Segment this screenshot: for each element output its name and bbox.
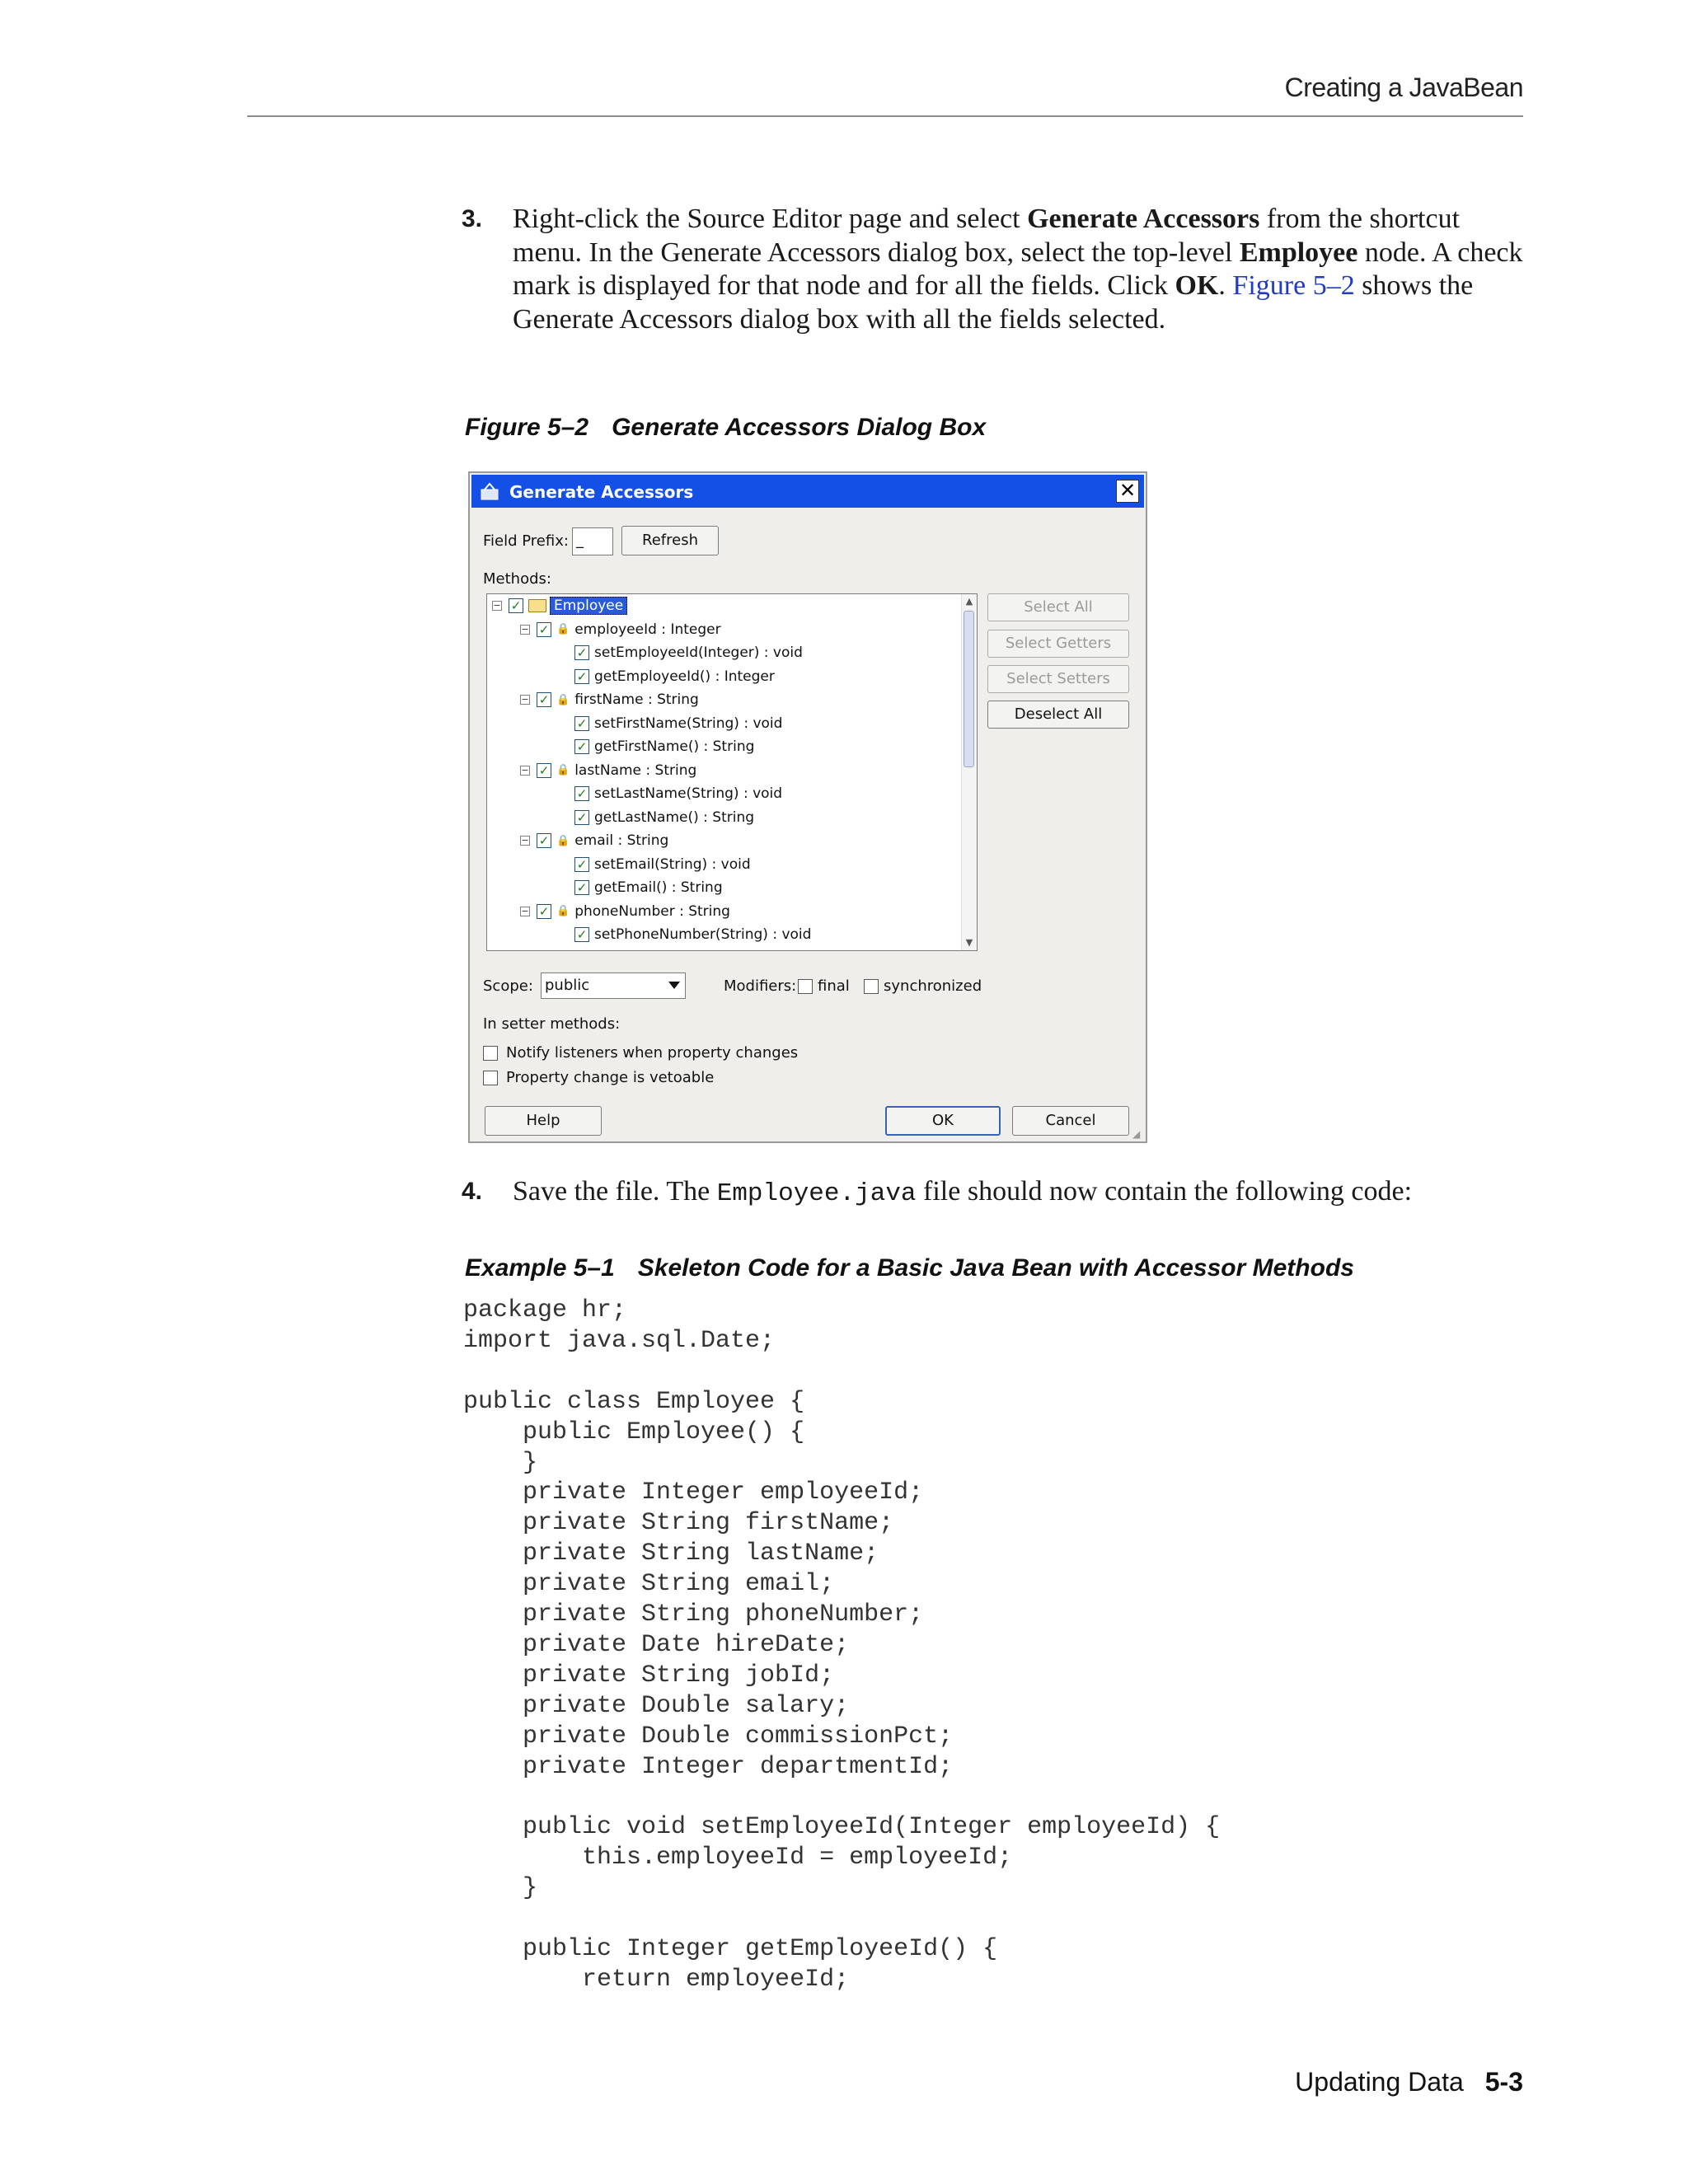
lock-icon: 🔒 xyxy=(556,693,570,706)
code-line: this.employeeId = employeeId; xyxy=(463,1844,1013,1872)
select-setters-button[interactable]: Select Setters xyxy=(987,665,1129,693)
resize-grip-icon[interactable]: ◢ xyxy=(1132,1128,1141,1140)
tree-node-label: setEmail(String) : void xyxy=(594,855,751,873)
tree-node-label: setFirstName(String) : void xyxy=(594,715,783,732)
modifiers-label: Modifiers: xyxy=(724,977,797,995)
checkbox-checked-icon[interactable]: ✓ xyxy=(537,904,551,919)
step-4-text xyxy=(513,1175,1535,1212)
tree-node-field[interactable] xyxy=(520,900,730,923)
vetoable-checkbox[interactable] xyxy=(483,1071,498,1085)
step-number: 3. xyxy=(462,205,483,232)
tree-node-method[interactable] xyxy=(574,665,775,688)
code-line: private Double salary; xyxy=(463,1691,850,1720)
code-block xyxy=(463,1296,1220,1995)
tree-scrollbar[interactable] xyxy=(961,594,977,950)
checkbox-checked-icon[interactable]: ✓ xyxy=(537,833,551,848)
scrollbar-thumb[interactable] xyxy=(964,611,974,767)
tree-node-label: getEmployeeId() : Integer xyxy=(594,668,775,685)
collapse-icon[interactable]: − xyxy=(521,905,529,916)
example-label: Example 5–1 xyxy=(465,1254,615,1282)
step-3-text xyxy=(513,203,1535,336)
collapse-icon[interactable]: − xyxy=(521,623,529,635)
field-prefix-label: Field Prefix: xyxy=(483,532,569,550)
app-icon xyxy=(480,481,501,501)
notify-label: Notify listeners when property changes xyxy=(506,1044,799,1062)
checkbox-checked-icon[interactable]: ✓ xyxy=(574,669,589,684)
scope-value: public xyxy=(545,977,590,994)
text-run: . xyxy=(1218,270,1233,301)
bold-term: Employee xyxy=(1239,237,1358,268)
page-footer xyxy=(1295,2067,1523,2097)
dialog-title: Generate Accessors xyxy=(509,482,694,502)
chevron-down-icon xyxy=(668,982,680,989)
collapse-icon[interactable]: − xyxy=(493,600,501,611)
tree-node-label: Employee xyxy=(550,597,627,615)
checkbox-checked-icon[interactable]: ✓ xyxy=(537,692,551,707)
dialog-title-bar xyxy=(471,475,1144,508)
tree-node-label: getFirstName() : String xyxy=(594,738,755,755)
checkbox-checked-icon[interactable]: ✓ xyxy=(574,880,589,895)
tree-node-label: getEmail() : String xyxy=(594,879,723,896)
text-run: node. A check mark is displayed for that node and for all the fields. Click xyxy=(513,237,1523,301)
footer-section: Updating Data xyxy=(1295,2067,1464,2097)
refresh-button[interactable]: Refresh xyxy=(621,526,719,555)
checkbox-checked-icon[interactable]: ✓ xyxy=(574,645,589,660)
code-line: private String lastName; xyxy=(463,1540,879,1568)
checkbox-checked-icon[interactable]: ✓ xyxy=(574,739,589,754)
tree-node-method[interactable] xyxy=(574,641,803,664)
checkbox-checked-icon[interactable]: ✓ xyxy=(574,810,589,825)
deselect-all-button[interactable]: Deselect All xyxy=(987,701,1129,729)
text-run: from the shortcut menu. In the Generate Accessors dialog box, select the top-level xyxy=(513,204,1461,268)
tree-node-method[interactable] xyxy=(574,782,782,805)
page-number: 5-3 xyxy=(1484,2067,1523,2097)
code-line: return employeeId; xyxy=(463,1965,850,1994)
figure-label: Figure 5–2 xyxy=(465,414,589,441)
final-checkbox[interactable] xyxy=(798,979,813,994)
tree-node-label: email : String xyxy=(574,832,669,849)
vetoable-label: Property change is vetoable xyxy=(506,1069,715,1086)
figure-link[interactable]: Figure 5–2 xyxy=(1232,270,1355,301)
notify-checkbox[interactable] xyxy=(483,1046,498,1061)
field-prefix-input[interactable]: _ xyxy=(572,527,613,555)
ok-button[interactable]: OK xyxy=(885,1106,1001,1136)
tree-node-employee[interactable] xyxy=(492,594,627,617)
code-line: private String email; xyxy=(463,1570,835,1599)
synchronized-checkbox[interactable] xyxy=(864,979,879,994)
step-4 xyxy=(463,1175,1535,1212)
scroll-up-icon[interactable]: ▲ xyxy=(965,596,973,607)
inline-code: Employee.java xyxy=(716,1179,917,1208)
collapse-icon[interactable]: − xyxy=(521,694,529,705)
code-line: private String jobId; xyxy=(463,1661,835,1690)
code-line: private Double commissionPct; xyxy=(463,1722,954,1750)
figure-title: Generate Accessors Dialog Box xyxy=(612,414,987,441)
tree-node-method[interactable] xyxy=(574,853,751,876)
figure-caption xyxy=(465,414,986,442)
synchronized-label: synchronized xyxy=(884,977,982,995)
tree-node-method[interactable] xyxy=(574,923,811,946)
tree-node-label: setLastName(String) : void xyxy=(594,785,783,802)
bold-term: OK xyxy=(1175,270,1219,301)
tree-node-label: setPhoneNumber(String) : void xyxy=(594,926,812,943)
lock-icon: 🔒 xyxy=(556,764,570,776)
methods-label: Methods: xyxy=(483,570,551,588)
tree-node-field[interactable] xyxy=(520,688,699,711)
checkbox-checked-icon[interactable]: ✓ xyxy=(537,763,551,778)
code-line: private Integer departmentId; xyxy=(463,1752,954,1781)
checkbox-checked-icon[interactable]: ✓ xyxy=(574,716,589,731)
checkbox-checked-icon[interactable]: ✓ xyxy=(509,598,523,613)
text-run: Right-click the Source Editor page and select xyxy=(513,204,1028,234)
select-all-button[interactable]: Select All xyxy=(987,593,1129,621)
cancel-button[interactable]: Cancel xyxy=(1012,1106,1129,1136)
bold-term: Generate Accessors xyxy=(1027,204,1260,234)
step-number: 4. xyxy=(462,1178,483,1205)
class-icon xyxy=(528,599,546,612)
header-rule xyxy=(247,115,1523,117)
select-getters-button[interactable]: Select Getters xyxy=(987,630,1129,658)
lock-icon: 🔒 xyxy=(556,905,570,917)
code-line: private String firstName; xyxy=(463,1509,894,1538)
code-line: public Integer getEmployeeId() { xyxy=(463,1935,998,1964)
scroll-down-icon[interactable]: ▼ xyxy=(965,937,973,948)
text-run: file should now contain the following code: xyxy=(916,1176,1413,1207)
setter-section-label: In setter methods: xyxy=(483,1015,621,1033)
lock-icon: 🔒 xyxy=(556,834,570,847)
final-label: final xyxy=(818,977,850,995)
collapse-icon[interactable]: − xyxy=(521,835,529,846)
tree-node-method[interactable] xyxy=(574,806,754,829)
tree-node-method[interactable] xyxy=(574,735,754,758)
code-line: private Date hireDate; xyxy=(463,1630,850,1659)
code-line: import java.sql.Date; xyxy=(463,1326,776,1355)
scope-select[interactable] xyxy=(541,972,686,999)
tree-node-label: lastName : String xyxy=(574,762,697,779)
code-line: public class Employee { xyxy=(463,1387,805,1416)
checkbox-checked-icon[interactable]: ✓ xyxy=(537,622,551,637)
collapse-icon[interactable]: − xyxy=(521,764,529,776)
step-3 xyxy=(463,203,1535,336)
code-line: public void setEmployeeId(Integer employeeId) { xyxy=(463,1813,1221,1842)
checkbox-checked-icon[interactable]: ✓ xyxy=(574,786,589,801)
code-line: package hr; xyxy=(463,1296,627,1324)
tree-node-label: phoneNumber : String xyxy=(574,902,730,920)
close-icon[interactable]: ✕ xyxy=(1116,480,1139,503)
code-line: } xyxy=(463,1874,538,1903)
scope-label: Scope: xyxy=(483,977,533,995)
code-line: } xyxy=(463,1448,538,1477)
code-line: private String phoneNumber; xyxy=(463,1601,924,1629)
tree-node-method[interactable] xyxy=(574,876,723,899)
text-run: Save the file. The xyxy=(513,1176,717,1207)
tree-node-label: firstName : String xyxy=(574,691,699,708)
tree-node-method[interactable] xyxy=(574,712,782,735)
checkbox-checked-icon[interactable]: ✓ xyxy=(574,857,589,872)
tree-node-field[interactable] xyxy=(520,829,668,852)
tree-node-label: getLastName() : String xyxy=(594,808,755,826)
help-button[interactable]: Help xyxy=(485,1106,602,1136)
methods-tree[interactable] xyxy=(486,593,978,951)
running-header: Creating a JavaBean xyxy=(1284,73,1523,102)
lock-icon: 🔒 xyxy=(556,623,570,635)
tree-node-label: employeeId : Integer xyxy=(574,621,721,638)
tree-node-field[interactable] xyxy=(520,618,721,641)
generate-accessors-dialog xyxy=(468,471,1147,1143)
code-line: private Integer employeeId; xyxy=(463,1479,924,1507)
tree-node-field[interactable] xyxy=(520,759,696,782)
example-caption xyxy=(465,1254,1354,1282)
checkbox-checked-icon[interactable]: ✓ xyxy=(574,927,589,942)
example-title: Skeleton Code for a Basic Java Bean with Accessor Methods xyxy=(637,1254,1354,1282)
code-line: public Employee() { xyxy=(463,1418,805,1446)
text-run: shows the Generate Accessors dialog box with all the fields selected. xyxy=(513,270,1474,335)
tree-node-label: setEmployeeId(Integer) : void xyxy=(594,644,803,661)
